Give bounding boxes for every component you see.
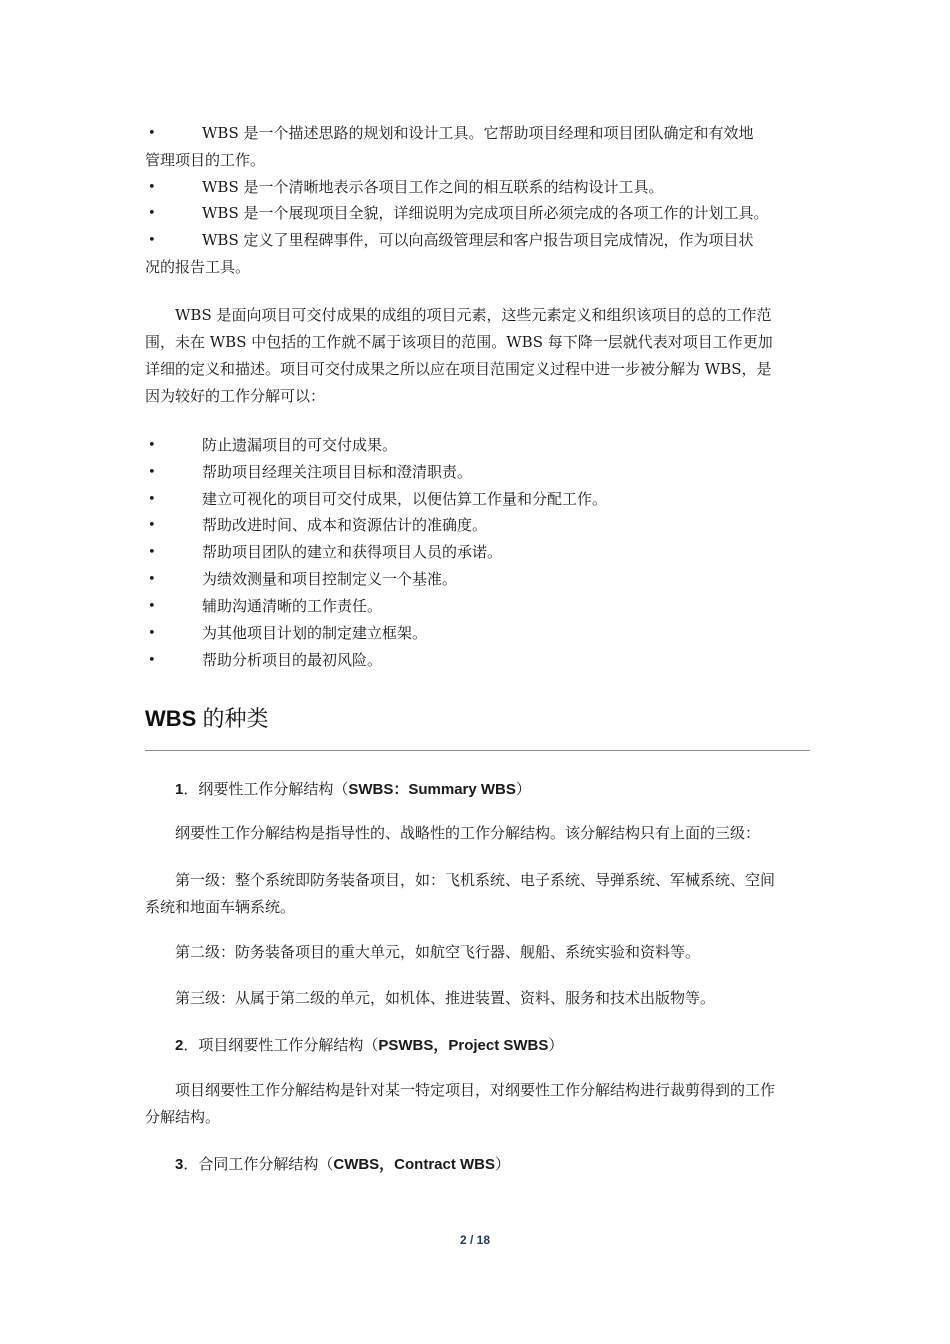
bullet-text: 帮助项目经理关注项目目标和澄清职责。 <box>202 463 473 481</box>
paragraph-line: 第一级：整个系统即防务装备项目，如：飞机系统、电子系统、导弹系统、军械系统、空间 <box>175 871 776 889</box>
subsection-title <box>175 1032 563 1059</box>
subsection-number: 2 <box>175 1037 184 1054</box>
subsection-title-latin: SWBS：Summary WBS <box>348 781 516 798</box>
bullet-text: 防止遗漏项目的可交付成果。 <box>202 436 398 454</box>
paragraph-line: 因为较好的工作分解可以： <box>145 387 326 405</box>
subsection-title-pre: ．合同工作分解结构（ <box>183 1155 334 1173</box>
bullet-glyph: • <box>148 206 156 221</box>
subsection-number: 3 <box>175 1156 184 1173</box>
bullet-glyph: • <box>148 465 156 480</box>
bullet-text-continued: 管理项目的工作。 <box>145 151 266 169</box>
bullet-glyph: • <box>148 180 156 195</box>
benefit-bullet <box>145 486 810 513</box>
paragraph-line: 详细的定义和描述。项目可交付成果之所以应在项目范围定义过程中进一步被分解为 WBS，是 <box>145 360 772 378</box>
bullet-glyph: • <box>148 438 156 453</box>
bullet-glyph: • <box>148 492 156 507</box>
subsection-title-latin: PSWBS，Project SWBS <box>378 1037 549 1054</box>
paragraph-line: 系统和地面车辆系统。 <box>145 898 296 916</box>
bullet-text: WBS 是一个描述思路的规划和设计工具。它帮助项目经理和项目团队确定和有效地 <box>202 124 754 142</box>
bullet-glyph: • <box>148 126 156 141</box>
subsection-title-post: ） <box>548 1036 564 1054</box>
intro-bullet <box>145 227 810 281</box>
paragraph-line: 围，未在 WBS 中包括的工作就不属于该项目的范围。WBS 每下降一层就代表对项目工作更加 <box>145 333 773 351</box>
bullet-glyph: • <box>148 545 156 560</box>
subsection-title-post: ） <box>495 1155 511 1173</box>
bullet-text: WBS 是一个展现项目全貌，详细说明为完成项目所必须完成的各项工作的计划工具。 <box>202 204 769 222</box>
subsection-title-latin: CWBS，Contract WBS <box>333 1156 496 1173</box>
paragraph-line: 分解结构。 <box>145 1108 221 1126</box>
bullet-text: 辅助沟通清晰的工作责任。 <box>202 597 383 615</box>
bullet-text: 帮助改进时间、成本和资源估计的准确度。 <box>202 516 488 534</box>
bullet-text: 帮助分析项目的最初风险。 <box>202 651 383 669</box>
summary-paragraph <box>145 985 810 1012</box>
subsection-title <box>175 776 531 803</box>
bullet-glyph: • <box>148 233 156 248</box>
bullet-glyph: • <box>148 572 156 587</box>
paragraph-line: 项目纲要性工作分解结构是针对某一特定项目，对纲要性工作分解结构进行裁剪得到的工作 <box>175 1081 776 1099</box>
bullet-glyph: • <box>148 599 156 614</box>
page-number: 2 / 18 <box>459 1233 491 1247</box>
paragraph-line: 第三级：从属于第二级的单元，如机体、推进装置、资料、服务和技术出版物等。 <box>175 989 716 1007</box>
section-divider <box>145 750 810 751</box>
bullet-glyph: • <box>148 518 156 533</box>
benefit-bullet <box>145 459 810 486</box>
bullet-text: WBS 是一个清晰地表示各项目工作之间的相互联系的结构设计工具。 <box>202 178 664 196</box>
benefit-bullet <box>145 593 810 620</box>
subsection-title-post: ） <box>515 780 531 798</box>
summary-paragraph <box>145 939 810 966</box>
project-paragraph <box>145 1077 810 1131</box>
main-paragraph <box>145 302 810 410</box>
subsection-title <box>175 1151 510 1178</box>
bullet-text: 为绩效测量和项目控制定义一个基准。 <box>202 570 458 588</box>
bullet-text-continued: 况的报告工具。 <box>145 258 251 276</box>
intro-bullet <box>145 120 810 174</box>
bullet-text: 帮助项目团队的建立和获得项目人员的承诺。 <box>202 543 503 561</box>
summary-paragraph <box>145 820 810 847</box>
benefit-bullet <box>145 432 810 459</box>
paragraph-line: 第二级：防务装备项目的重大单元，如航空飞行器、舰船、系统实验和资料等。 <box>175 943 701 961</box>
subsection-title-pre: ．纲要性工作分解结构（ <box>183 780 349 798</box>
benefit-bullet <box>145 647 810 674</box>
subsection-number: 1 <box>175 781 184 798</box>
bullet-glyph: • <box>148 626 156 641</box>
section-heading <box>145 703 268 735</box>
benefit-bullet <box>145 539 810 566</box>
section-heading-latin: WBS <box>145 706 197 731</box>
bullet-text: 为其他项目计划的制定建立框架。 <box>202 624 428 642</box>
subsection-title-pre: ．项目纲要性工作分解结构（ <box>183 1036 379 1054</box>
paragraph-line: 纲要性工作分解结构是指导性的、战略性的工作分解结构。该分解结构只有上面的三级： <box>175 824 761 842</box>
paragraph-line: WBS 是面向项目可交付成果的成组的项目元素，这些元素定义和组织该项目的总的工作范 <box>175 306 772 324</box>
bullet-text: WBS 定义了里程碑事件，可以向高级管理层和客户报告项目完成情况，作为项目状 <box>202 231 754 249</box>
section-heading-rest: 的种类 <box>196 706 269 731</box>
benefit-bullet <box>145 620 810 647</box>
benefit-bullet <box>145 512 810 539</box>
benefit-bullet <box>145 566 810 593</box>
intro-bullet <box>145 174 810 201</box>
summary-paragraph <box>145 867 810 921</box>
bullet-text: 建立可视化的项目可交付成果，以便估算工作量和分配工作。 <box>202 490 608 508</box>
bullet-glyph: • <box>148 653 156 668</box>
intro-bullet <box>145 200 810 227</box>
